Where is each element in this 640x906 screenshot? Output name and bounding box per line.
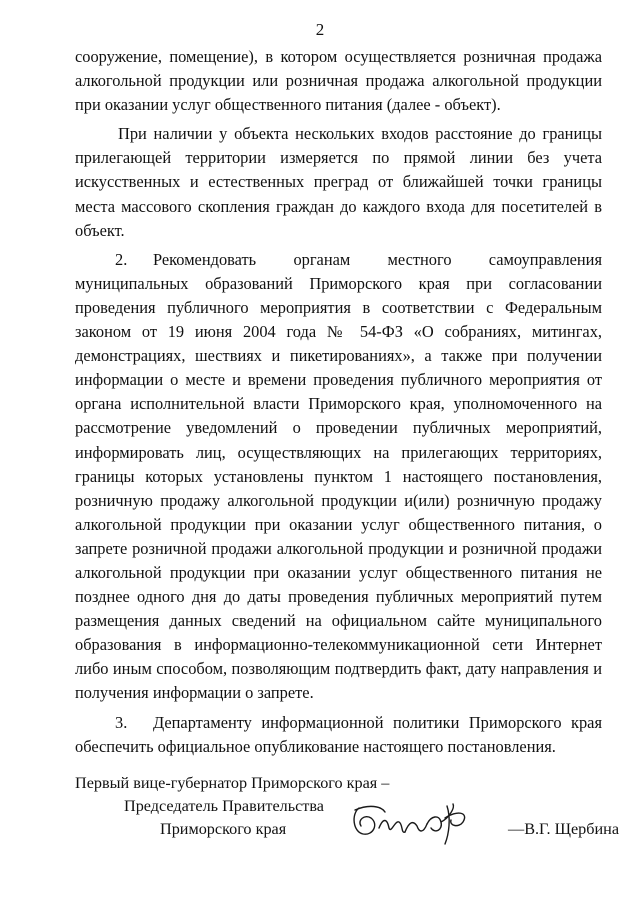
paragraph-item-2 (75, 248, 602, 706)
handwritten-signature (345, 798, 505, 848)
signature-block (75, 772, 620, 842)
signatory-title-line3: Приморского края (160, 820, 287, 838)
item-number: 2. (115, 249, 128, 269)
item-text: Рекомендовать органам местного самоуправления муниципальных образований Приморского края при согласовании проведения публичного мероприятия в соответствии с Федеральным законом от 19 июня 2004 года № 54-ФЗ «О собраниях, митингах, демонстрациях, шествиях и пикетированиях», а также при получении информации о месте и времени проведения публичного мероприятия от органа исполнительной власти Приморского края, уполномоченного на рассмотрение уведомлений о проведении публичных мероприятий, информировать лиц, осуществляющих на прилегающих территориях, границы которых установлены пунктом 1 настоящего постановления, розничную продажу алкогольной продукции и(или) розничную продажу алкогольной продукции при оказании услуг общественного питания, о запрете розничной продажи алкогольной продукции и розничной продажи алкогольной продукции при оказании услуг общественного питания не позднее одного дня до даты проведения публичных мероприятий путем размещения данных сведений на официальном сайте муниципального образования в информационно-телекоммуникационной сети Интернет либо иным способом, позволяющим подтвердить факт, дату направления и получения информации о запрете. (75, 249, 602, 703)
signatory-title-line1: Первый вице-губернатор Приморского края – (75, 774, 390, 792)
paragraph-entrances: При наличии у объекта нескольких входов расстояние до границы прилегающей территории измеряется по прямой линии без учета искусственных и естественных преград от ближайшей точки границы места массового скопления граждан до каждого входа для посетителей в объект. (75, 124, 602, 240)
paragraph-item-3 (75, 711, 602, 759)
item-text: Департаменту информационной политики Приморского края обеспечить официальное опубликование настоящего постановления. (75, 712, 602, 756)
document-body (75, 45, 602, 764)
paragraph-continuation: сооружение, помещение), в котором осуществляется розничная продажа алкогольной продукции или розничная продажа алкогольной продукции при оказании услуг общественного питания (далее - объект). (75, 47, 602, 115)
signatory-title-line2: Председатель Правительства (124, 797, 324, 815)
page-number: 2 (315, 20, 325, 39)
item-number: 3. (115, 712, 128, 732)
signatory-name: —В.Г. Щербина (508, 820, 620, 838)
